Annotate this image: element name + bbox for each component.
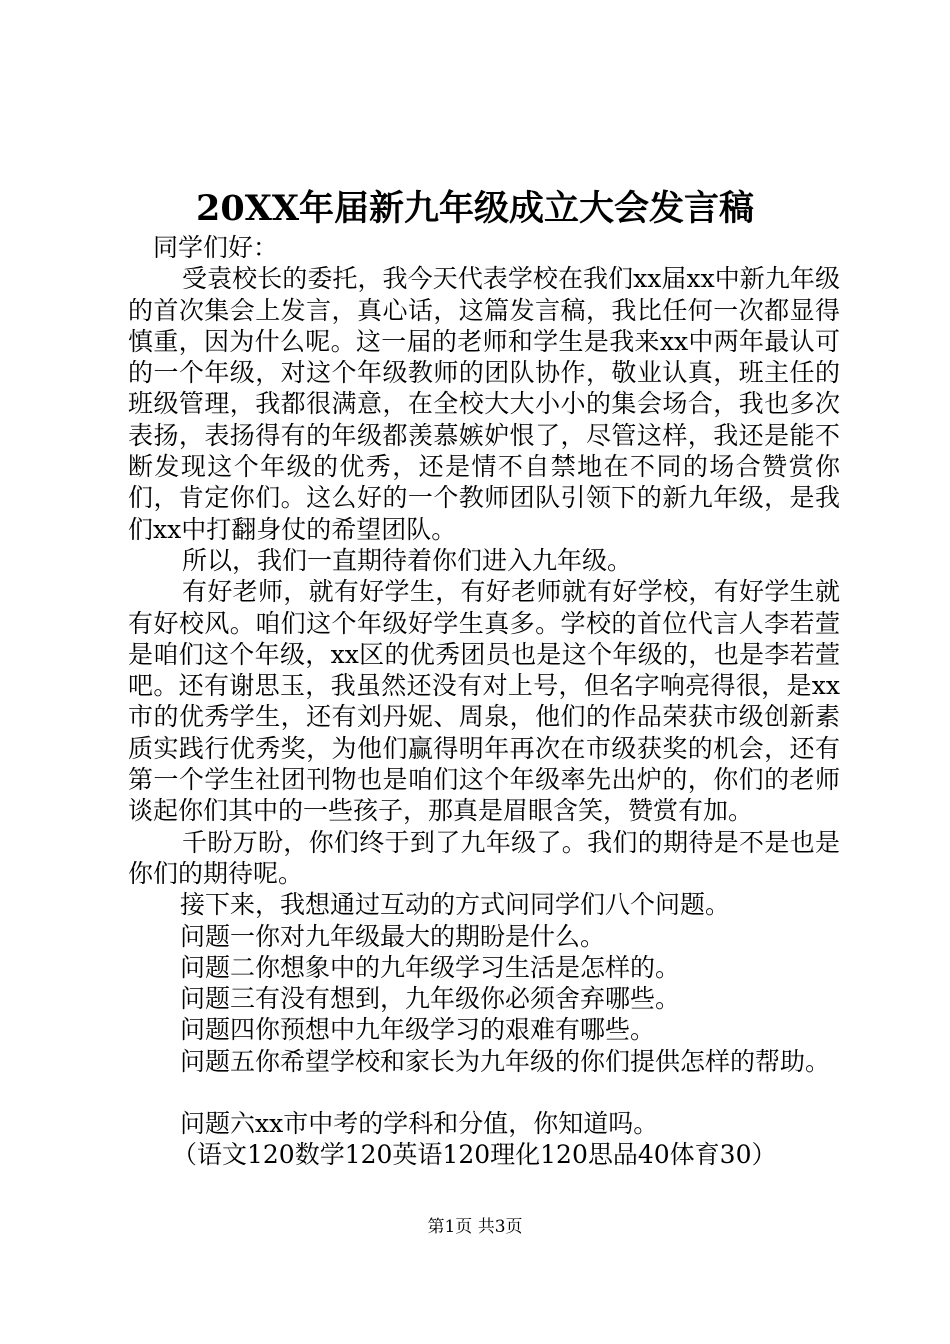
question-3: 问题三有没有想到，九年级你必须舍弃哪些。 bbox=[180, 984, 681, 1014]
page-footer: 第1页 共3页 bbox=[427, 1217, 523, 1237]
document-title: 20XX年届新九年级成立大会发言稿 bbox=[195, 188, 755, 229]
document-body bbox=[128, 232, 840, 1171]
question-6-answer: （语文120数学120英语120理化120思品40体育30） bbox=[172, 1140, 777, 1170]
paragraph-1: 受袁校长的委托，我今天代表学校在我们xx届xx中新九年级的首次集会上发言，真心话，这篇发言稿，我比任何一次都显得慎重，因为什么呢。这一届的老师和学生是我来xx中两年最认可的一个年级，对这个年级教师的团队协作，敬业认真，班主任的班级管理，我都很满意，在全校大大小小的集会场合，我也多次表扬，表扬得有的年级都羡慕嫉妒恨了，尽管这样，我还是能不断发现这个年级的优秀，还是情不自禁地在不同的场合赞赏你们，肯定你们。这么好的一个教师团队引领下的新九年级，是我们xx中打翻身仗的希望团队。 bbox=[128, 264, 840, 544]
question-1: 问题一你对九年级最大的期盼是什么。 bbox=[180, 921, 606, 951]
question-6: 问题六xx市中考的学科和分值，你知道吗。 bbox=[180, 1109, 659, 1139]
question-4: 问题四你预想中九年级学习的艰难有哪些。 bbox=[180, 1015, 656, 1045]
question-2: 问题二你想象中的九年级学习生活是怎样的。 bbox=[180, 952, 681, 982]
paragraph-4: 千盼万盼，你们终于到了九年级了。我们的期待是不是也是你们的期待呢。 bbox=[128, 827, 840, 888]
blank-line bbox=[128, 1077, 840, 1108]
paragraph-3: 有好老师，就有好学生，有好老师就有好学校，有好学生就有好校风。咱们这个年级好学生真多。学校的首位代言人李若萱是咱们这个年级，xx区的优秀团员也是这个年级的，也是李若萱吧。还有谢思玉，我虽然还没有对上号，但名字响亮得很，是xx市的优秀学生，还有刘丹妮、周泉，他们的作品荣获市级创新素质实践行优秀奖，为他们赢得明年再次在市级获奖的机会，还有第一个学生社团刊物也是咱们这个年级率先出炉的，你们的老师谈起你们其中的一些孩子，那真是眉眼含笑，赞赏有加。 bbox=[128, 577, 840, 826]
question-5: 问题五你希望学校和家长为九年级的你们提供怎样的帮助。 bbox=[180, 1046, 831, 1076]
questions-intro: 接下来，我想通过互动的方式问同学们八个问题。 bbox=[180, 890, 731, 920]
paragraph-2: 所以，我们一直期待着你们进入九年级。 bbox=[182, 545, 633, 575]
greeting: 同学们好： bbox=[153, 233, 279, 262]
